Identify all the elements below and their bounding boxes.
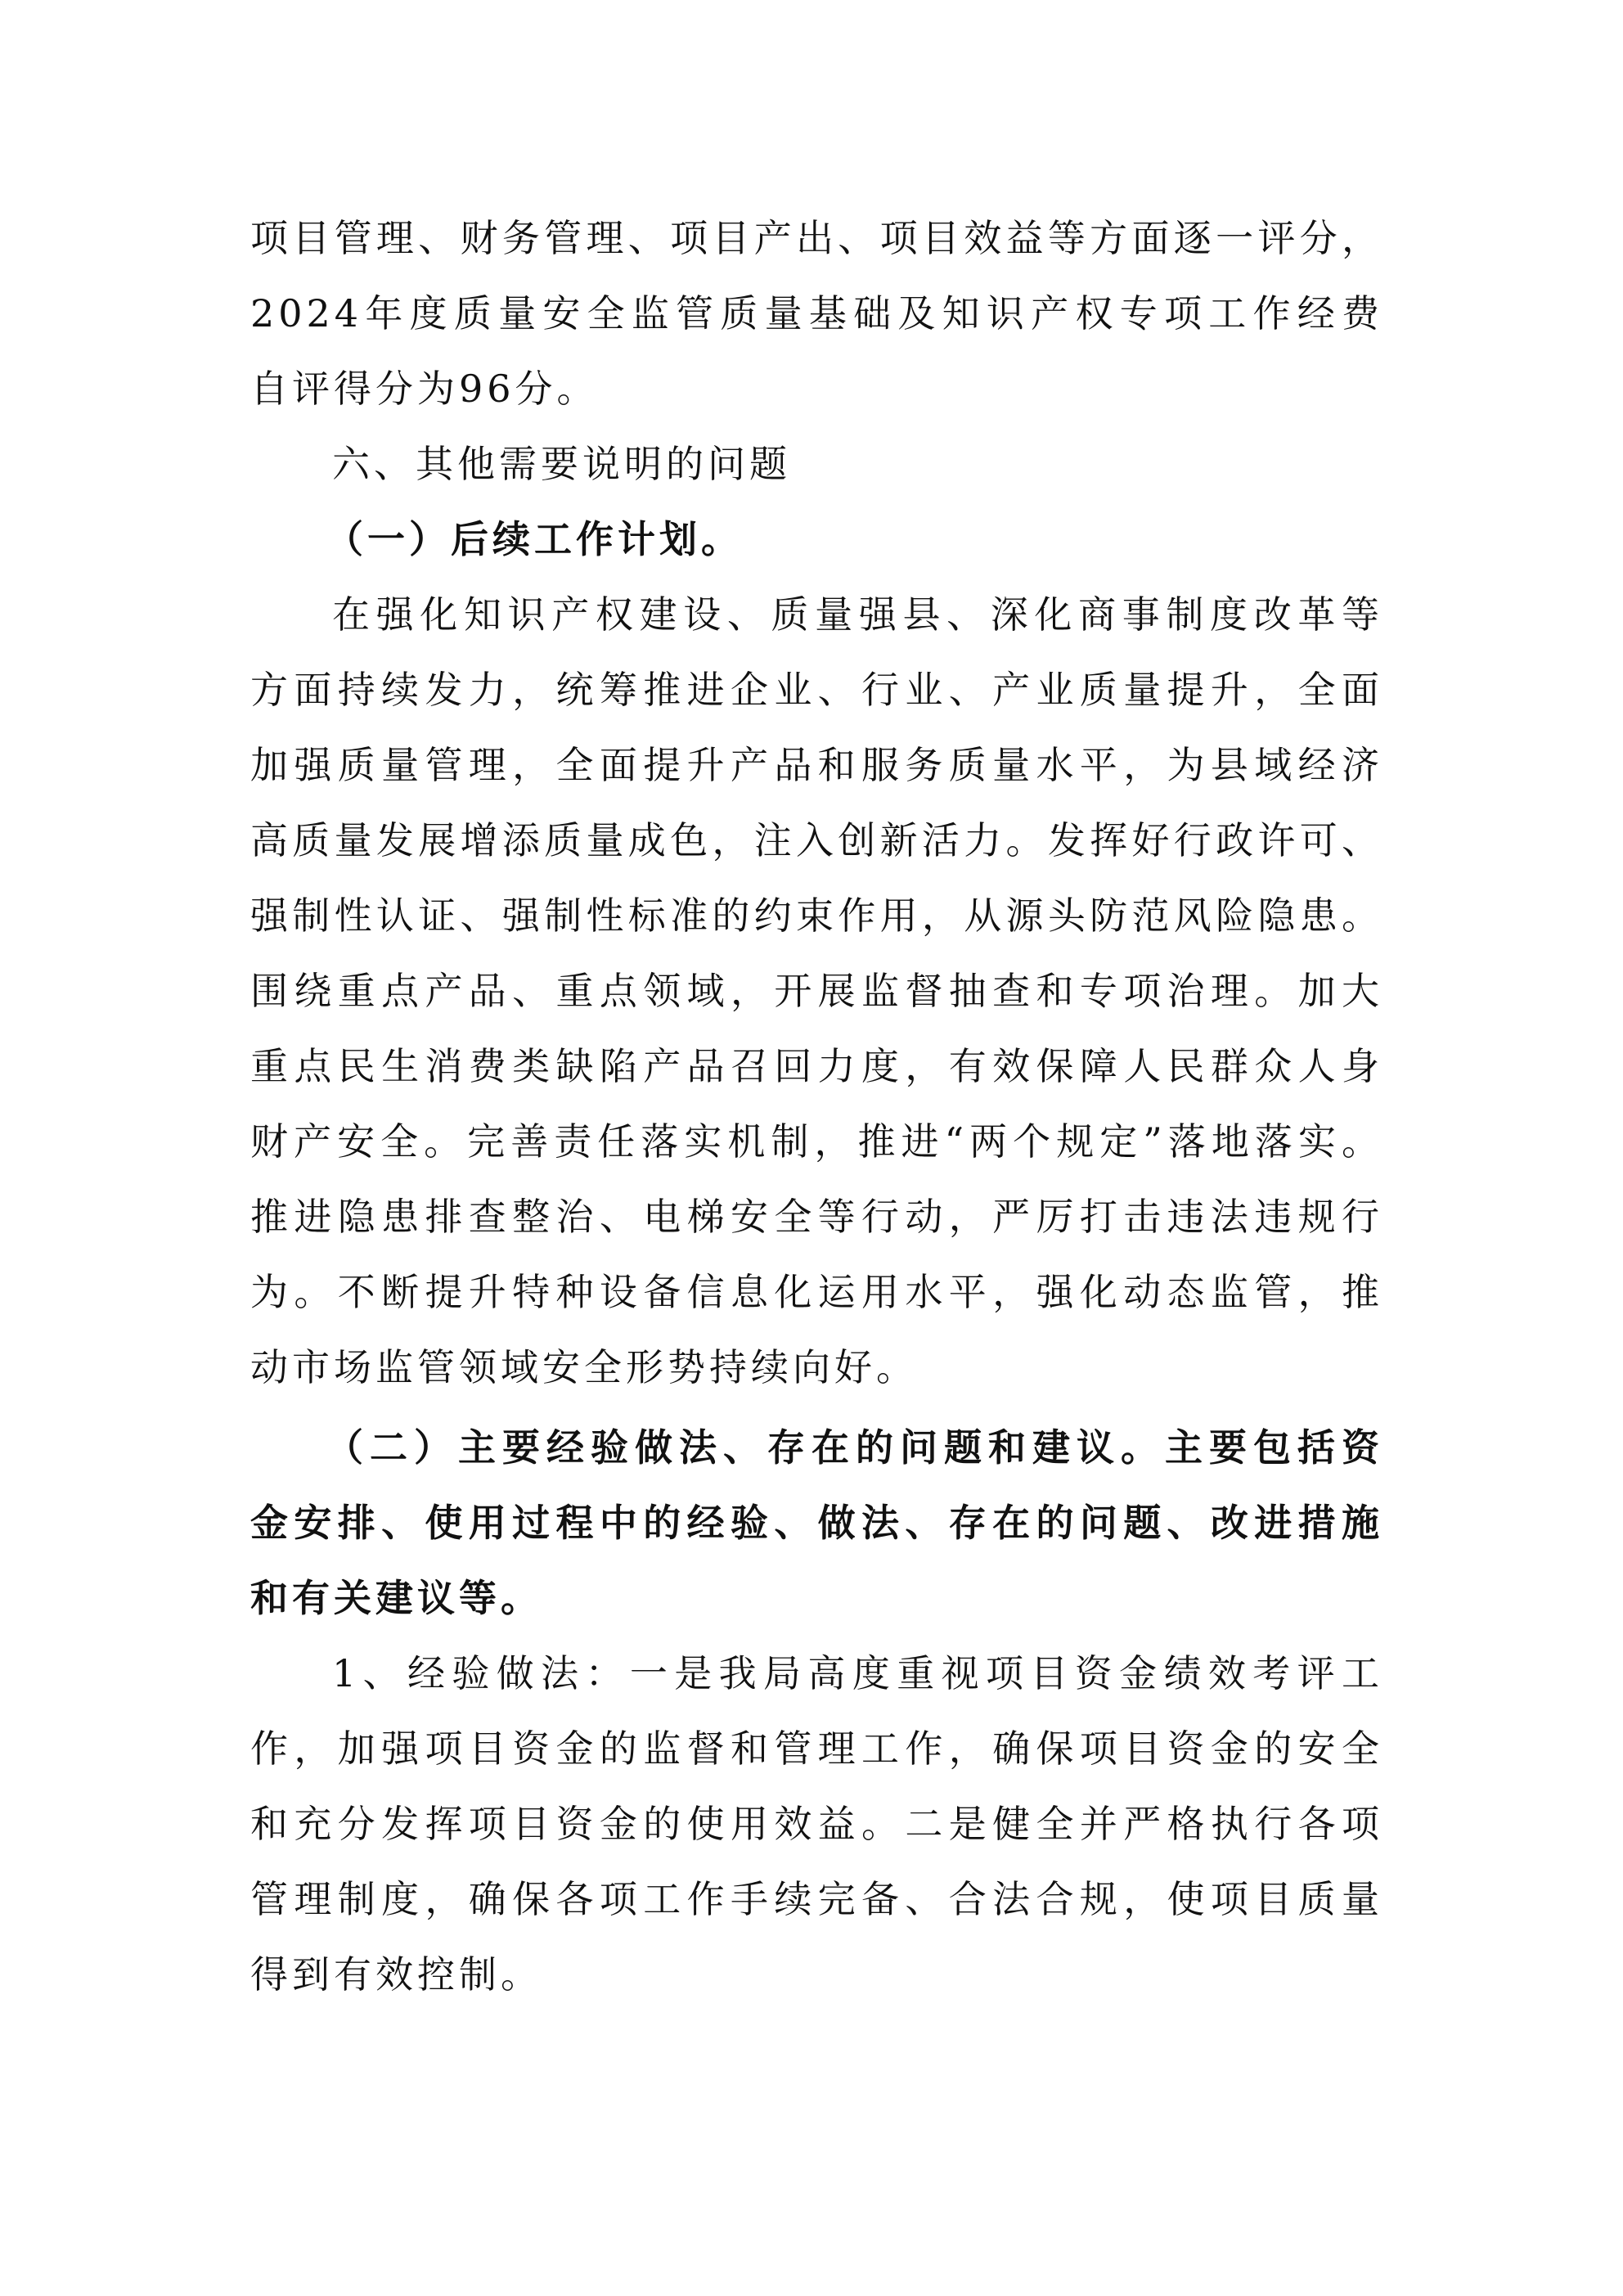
body-text-line: 2024年度质量安全监管质量基础及知识产权专项工作经费 — [250, 291, 1383, 335]
body-text-line: 财产安全。完善责任落实机制，推进“两个规定”落地落实。 — [250, 1119, 1383, 1164]
subsection-heading: （一）后续工作计划。 — [326, 517, 743, 561]
body-text-line: 重点民生消费类缺陷产品召回力度，有效保障人民群众人身 — [250, 1044, 1383, 1088]
body-text-line: 推进隐患排查整治、电梯安全等行动，严厉打击违法违规行 — [250, 1195, 1383, 1239]
body-text-line: 加强质量管理，全面提升产品和服务质量水平，为县域经济 — [250, 743, 1383, 787]
body-text-line: 为。不断提升特种设备信息化运用水平，强化动态监管，推 — [250, 1270, 1383, 1314]
body-text-line: 强制性认证、强制性标准的约束作用，从源头防范风险隐患。 — [250, 894, 1383, 938]
body-text-line: 得到有效控制。 — [250, 1952, 542, 1997]
body-text-line: 动市场监管领域安全形势持续向好。 — [250, 1345, 918, 1389]
body-text-line: 方面持续发力，统筹推进企业、行业、产业质量提升，全面 — [250, 668, 1383, 712]
bold-text-line: 金安排、使用过程中的经验、做法、存在的问题、改进措施 — [250, 1501, 1383, 1545]
body-text-line: 1、经验做法：一是我局高度重视项目资金绩效考评工 — [332, 1651, 1383, 1695]
section-heading: 六、其他需要说明的问题 — [332, 442, 791, 486]
document-page — [250, 200, 1383, 2012]
bold-text-line: 和有关建议等。 — [250, 1576, 542, 1620]
body-text-line: 作，加强项目资金的监督和管理工作，确保项目资金的安全 — [250, 1727, 1383, 1771]
body-text-line: 和充分发挥项目资金的使用效益。二是健全并严格执行各项 — [250, 1802, 1383, 1846]
body-text-line: 管理制度，确保各项工作手续完备、合法合规，使项目质量 — [250, 1877, 1383, 1921]
body-text-line: 在强化知识产权建设、质量强县、深化商事制度改革等 — [332, 592, 1383, 637]
body-text-line: 高质量发展增添质量成色，注入创新活力。发挥好行政许可、 — [250, 818, 1383, 862]
body-text-line: 项目管理、财务管理、项目产出、项目效益等方面逐一评分， — [250, 216, 1383, 260]
body-text-line: 自评得分为96分。 — [250, 367, 599, 411]
subsection-heading: （二）主要经验做法、存在的问题和建议。主要包括资 — [326, 1425, 1383, 1470]
body-text-line: 围绕重点产品、重点领域，开展监督抽查和专项治理。加大 — [250, 969, 1383, 1013]
